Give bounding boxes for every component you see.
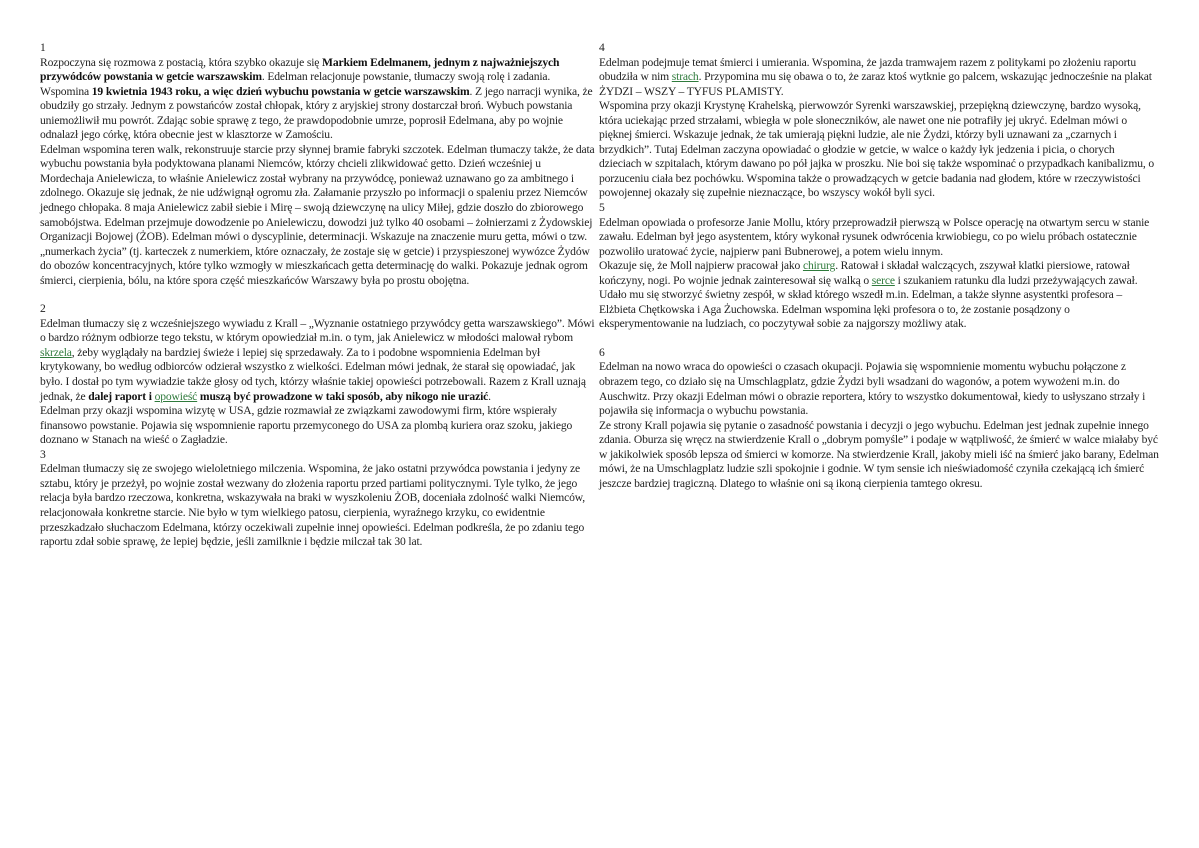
bold-run: muszą być prowadzone w taki sposób, aby nikogo nie urazić bbox=[197, 389, 489, 403]
bold-run: 19 kwietnia 1943 roku, a więc dzień wybuchu powstania w getcie warszawskim bbox=[91, 84, 470, 98]
link-strach[interactable]: strach bbox=[671, 70, 699, 84]
text-run: Okazuje się, że Moll najpierw pracował jako bbox=[599, 259, 803, 273]
link-chirurg[interactable]: chirurg bbox=[802, 259, 836, 273]
text-run: , żeby wyglądały na bardziej świeże i lepiej się sprzedawały. Za to i podobne wspomnienia Edelman był krytykowany, bo według odbiorców odzierał wszystko z wielkości. Edelman mówi jednak, że starał się opowiadać, jak było. I dostał po tym wywiadzie także głosy od tych, którzy właśnie takiej opowieści potrzebowali. Razem z Krall uznają jednak, że bbox=[40, 345, 586, 403]
link-serce[interactable]: serce bbox=[871, 273, 895, 287]
section-number-1: 1 bbox=[40, 41, 46, 54]
text-run: . Ratował i składał walczących, zszywał klatki piersiowe, ratował kończyny, nogi. Po wojnie jednak zainteresował się walką o bbox=[599, 259, 1130, 287]
section-5-paragraph-1: Edelman opowiada o profesorze Janie Mollu, który przeprowadził pierwszą w Polsce operację na otwartym sercu w stanie zawału. Edelman był jego asystentem, który wykonał rysunek odwrócenia krwiobiegu, co po wielu próbach ostatecznie pozwoliło uratować życie, najpierw pani Bubnerowej, a potem wielu innym. bbox=[599, 215, 1150, 258]
text-run: . Z jego narracji wynika, że obudziły go strzały. Jednym z powstańców został chłopak, który z aryjskiej strony dostarczał broń. Wybuch powstania uniemożliwił mu powrót. Zdając sobie sprawę z tego, że prawdopodobnie umrze, poprosił Edelmana, aby po wojnie odnalazł jego córkę, która obecnie jest w klasztorze w Zamościu. bbox=[40, 84, 593, 142]
section-6-paragraph-2: Ze strony Krall pojawia się pytanie o zasadność powstania i decyzji o jego wybuchu. Edelman jest jednak zupełnie innego zdania. Oburza się wręcz na stwierdzenie Krall o „dobrym pomyśle” i podaje w wątpliwość, że śmierć w walce miałaby być w jakikolwiek sposób lepsza od śmierci w komorze. Na stwierdzenie Krall, jakoby mieli iść na śmierć jako barany, Edelman mówi, że na Umschlagplatz ludzie szli spokojnie i godnie. W tym sensie ich nieświadomość czyniła czekającą ich śmierć jeszcze bardziej tragiczną. Dlatego to właśnie oni są ikoną cierpienia tamtego okresu. bbox=[599, 418, 1159, 490]
text-run: Edelman podejmuje temat śmierci i umierania. Wspomina, że jazda tramwajem razem z politykami po złożeniu raportu obudziła w nim bbox=[599, 55, 1137, 84]
section-4-paragraph-2: Wspomina przy okazji Krystynę Krahelską, pierwowzór Syrenki warszawskiej, przepiękną dziewczynę, bardzo wysoką, która uciekając przed strzałami, wbiegła w pole słoneczników, ale nawet one nie potrafiły jej ukryć. Edelman mówi o pięknej śmierci. Wskazuje jednak, że tak umierają piękni ludzie, ale nie Żydzi, którzy byli uznawani za „czarnych i brzydkich”. Tutaj Edelman zaczyna opowiadać o głodzie w getcie, w walce o każdy łyk jedzenia i picia, o chorych dzieciach w szpitalach, którym dawano po pół jajka w proszku. Nie boi się także wspominać o przypadkach kanibalizmu, o porzuceniu ciała bez pochówku. Wspomina także o prowadzących w getcie badania nad głodem, które w rzeczywistości powojennej okazały się zupełnie nieznaczące, bo wszyscy wokół byli syci. bbox=[599, 99, 1155, 200]
section-3-paragraph-1: Edelman tłumaczy się ze swojego wieloletniego milczenia. Wspomina, że jako ostatni przywódca powstania i jedyny ze sztabu, który je przeżył, po wojnie został wezwany do złożenia raportu przed partiami politycznymi. Tyle tylko, że jego relacja była bardzo rzeczowa, konkretna, wskazywała na braki w wyszkoleniu ŻOB, doceniała zdolność walki Niemców, relacjonowała konkretne starcie. Nie było w tym wielkiego patosu, cierpienia, wyraźnego krzyku, co ewidentnie przeszkadzało słuchaczom Edelmana, którzy oczekiwali zupełnie innej opowieści. Edelman podkreśla, że po zdaniu tego raportu zdał sobie sprawę, że lepiej będzie, jeśli zamilknie i będzie milczał tak 30 lat. bbox=[40, 462, 586, 549]
section-5-paragraph-2 bbox=[599, 259, 1159, 332]
section-number-4: 4 bbox=[599, 41, 605, 54]
section-number-3: 3 bbox=[40, 447, 46, 461]
section-number-2: 2 bbox=[40, 302, 46, 316]
right-column bbox=[599, 41, 1159, 491]
text-run: Edelman tłumaczy się z wcześniejszego wywiadu z Krall – „Wyznanie ostatniego przywódcy getta warszawskiego”. Mówi o bardzo różnym odbiorze tego tekstu, w którym opowiedział m.in. o tym, jak Anielewicz w młodości malował rybom bbox=[40, 316, 595, 345]
left-column bbox=[40, 41, 596, 550]
text-run: . Edelman relacjonuje powstanie, tłumaczy swoją rolę i zadania. Wspomina bbox=[40, 70, 551, 98]
section-2-paragraph-1 bbox=[40, 317, 596, 404]
section-number-5: 5 bbox=[599, 201, 605, 215]
text-run: i szukaniem ratunku dla ludzi przeżywających zawał. Udało mu się stworzyć świetny zespół, w skład którego wszedł m.in. Edelman, a także słynne asystentki profesora – Elżbieta Chętkowska i Aga Żuchowska. Edelman wspomina lęki profesora o to, że zostanie posądzony o eksperymentowanie na ludziach, co poczytywał sobie za najgorszy możliwy atak. bbox=[599, 273, 1138, 331]
section-1-paragraph-1 bbox=[40, 56, 596, 143]
bold-run: Markiem Edelmanem, jednym z najważniejszych przywódców powstania w getcie warszawskim bbox=[40, 55, 560, 84]
section-2-paragraph-2: Edelman przy okazji wspomina wizytę w USA, gdzie rozmawiał ze związkami zawodowymi firm, które wspierały finansowo powstanie. Pojawia się wspomnienie raportu przemyconego do USA za plombą kuriera oraz szoku, jakiego doznano w Stanach na wieść o Zagładzie. bbox=[40, 404, 573, 447]
text-run: Rozpoczyna się rozmowa z postacią, która szybko okazuje się bbox=[40, 55, 323, 69]
bold-run: dalej raport i bbox=[88, 389, 155, 403]
link-opowiesc[interactable]: opowieść bbox=[154, 389, 198, 403]
section-6-paragraph-1: Edelman na nowo wraca do opowieści o czasach okupacji. Pojawia się wspomnienie momentu wybuchu połączone z obrazem tego, co działo się na Umschlagplatz, gdzie Żydzi byli wsadzani do wagonów, a potem wywożeni m.in. do Auschwitz. Przy okazji Edelman mówi o obrazie reportera, który to wszystko dokumentował, kiedy to usłyszano strzały i pojawiła się informacja o wybuchu powstania. bbox=[599, 360, 1146, 418]
section-4-paragraph-1 bbox=[599, 56, 1159, 100]
link-skrzela[interactable]: skrzela bbox=[40, 345, 72, 359]
section-number-6: 6 bbox=[599, 345, 605, 359]
text-run: . Przypomina mu się obawa o to, że zaraz ktoś wytknie go palcem, wskazując jednocześnie na plakat ŻYDZI – WSZY – TYFUS PLAMISTY. bbox=[599, 70, 1152, 98]
section-1-paragraph-2: Edelman wspomina teren walk, rekonstruuje starcie przy słynnej bramie fabryki szczotek. Edelman tłumaczy także, że data wybuchu powstania była podyktowana planami Niemców, którzy chcieli zlikwidować getto. Dzień wcześniej u Mordechaja Anielewicza, to właśnie Anielewicz został wybrany na przywódcę, ponieważ uznawano go za ambitnego i zdolnego. Okazuje się jednak, że nie udźwignął ogromu zła. Załamanie przyszło po informacji o spaleniu przez Niemców jednego chłopaka. 8 maja Anielewicz zabił siebie i Mirę – swoją dziewczynę na ulicy Miłej, gdzie doszło do zbiorowego samobójstwa. Edelman przejmuje dowodzenie po Anielewiczu, dowodzi już tylko 40 osobami – żołnierzami z Żydowskiej Organizacji Bojowej (ŻOB). Edelman mówi o dyscyplinie, determinacji. Wskazuje na znaczenie muru getta, mówi o tzw. „numerkach życia” (tj. karteczek z numerkiem, które oznaczały, że zostaje się w getcie) i przyspieszonej wywózce Żydów do obozów koncentracyjnych, które tylko wzmogły w mieszkańcach getta determinację do walki. Pokazuje jednak ogrom śmierci, cierpienia, bólu, na które spora część mieszkańców Warszawy była po prostu obojętna. bbox=[40, 142, 595, 287]
text-run: . bbox=[488, 389, 491, 403]
